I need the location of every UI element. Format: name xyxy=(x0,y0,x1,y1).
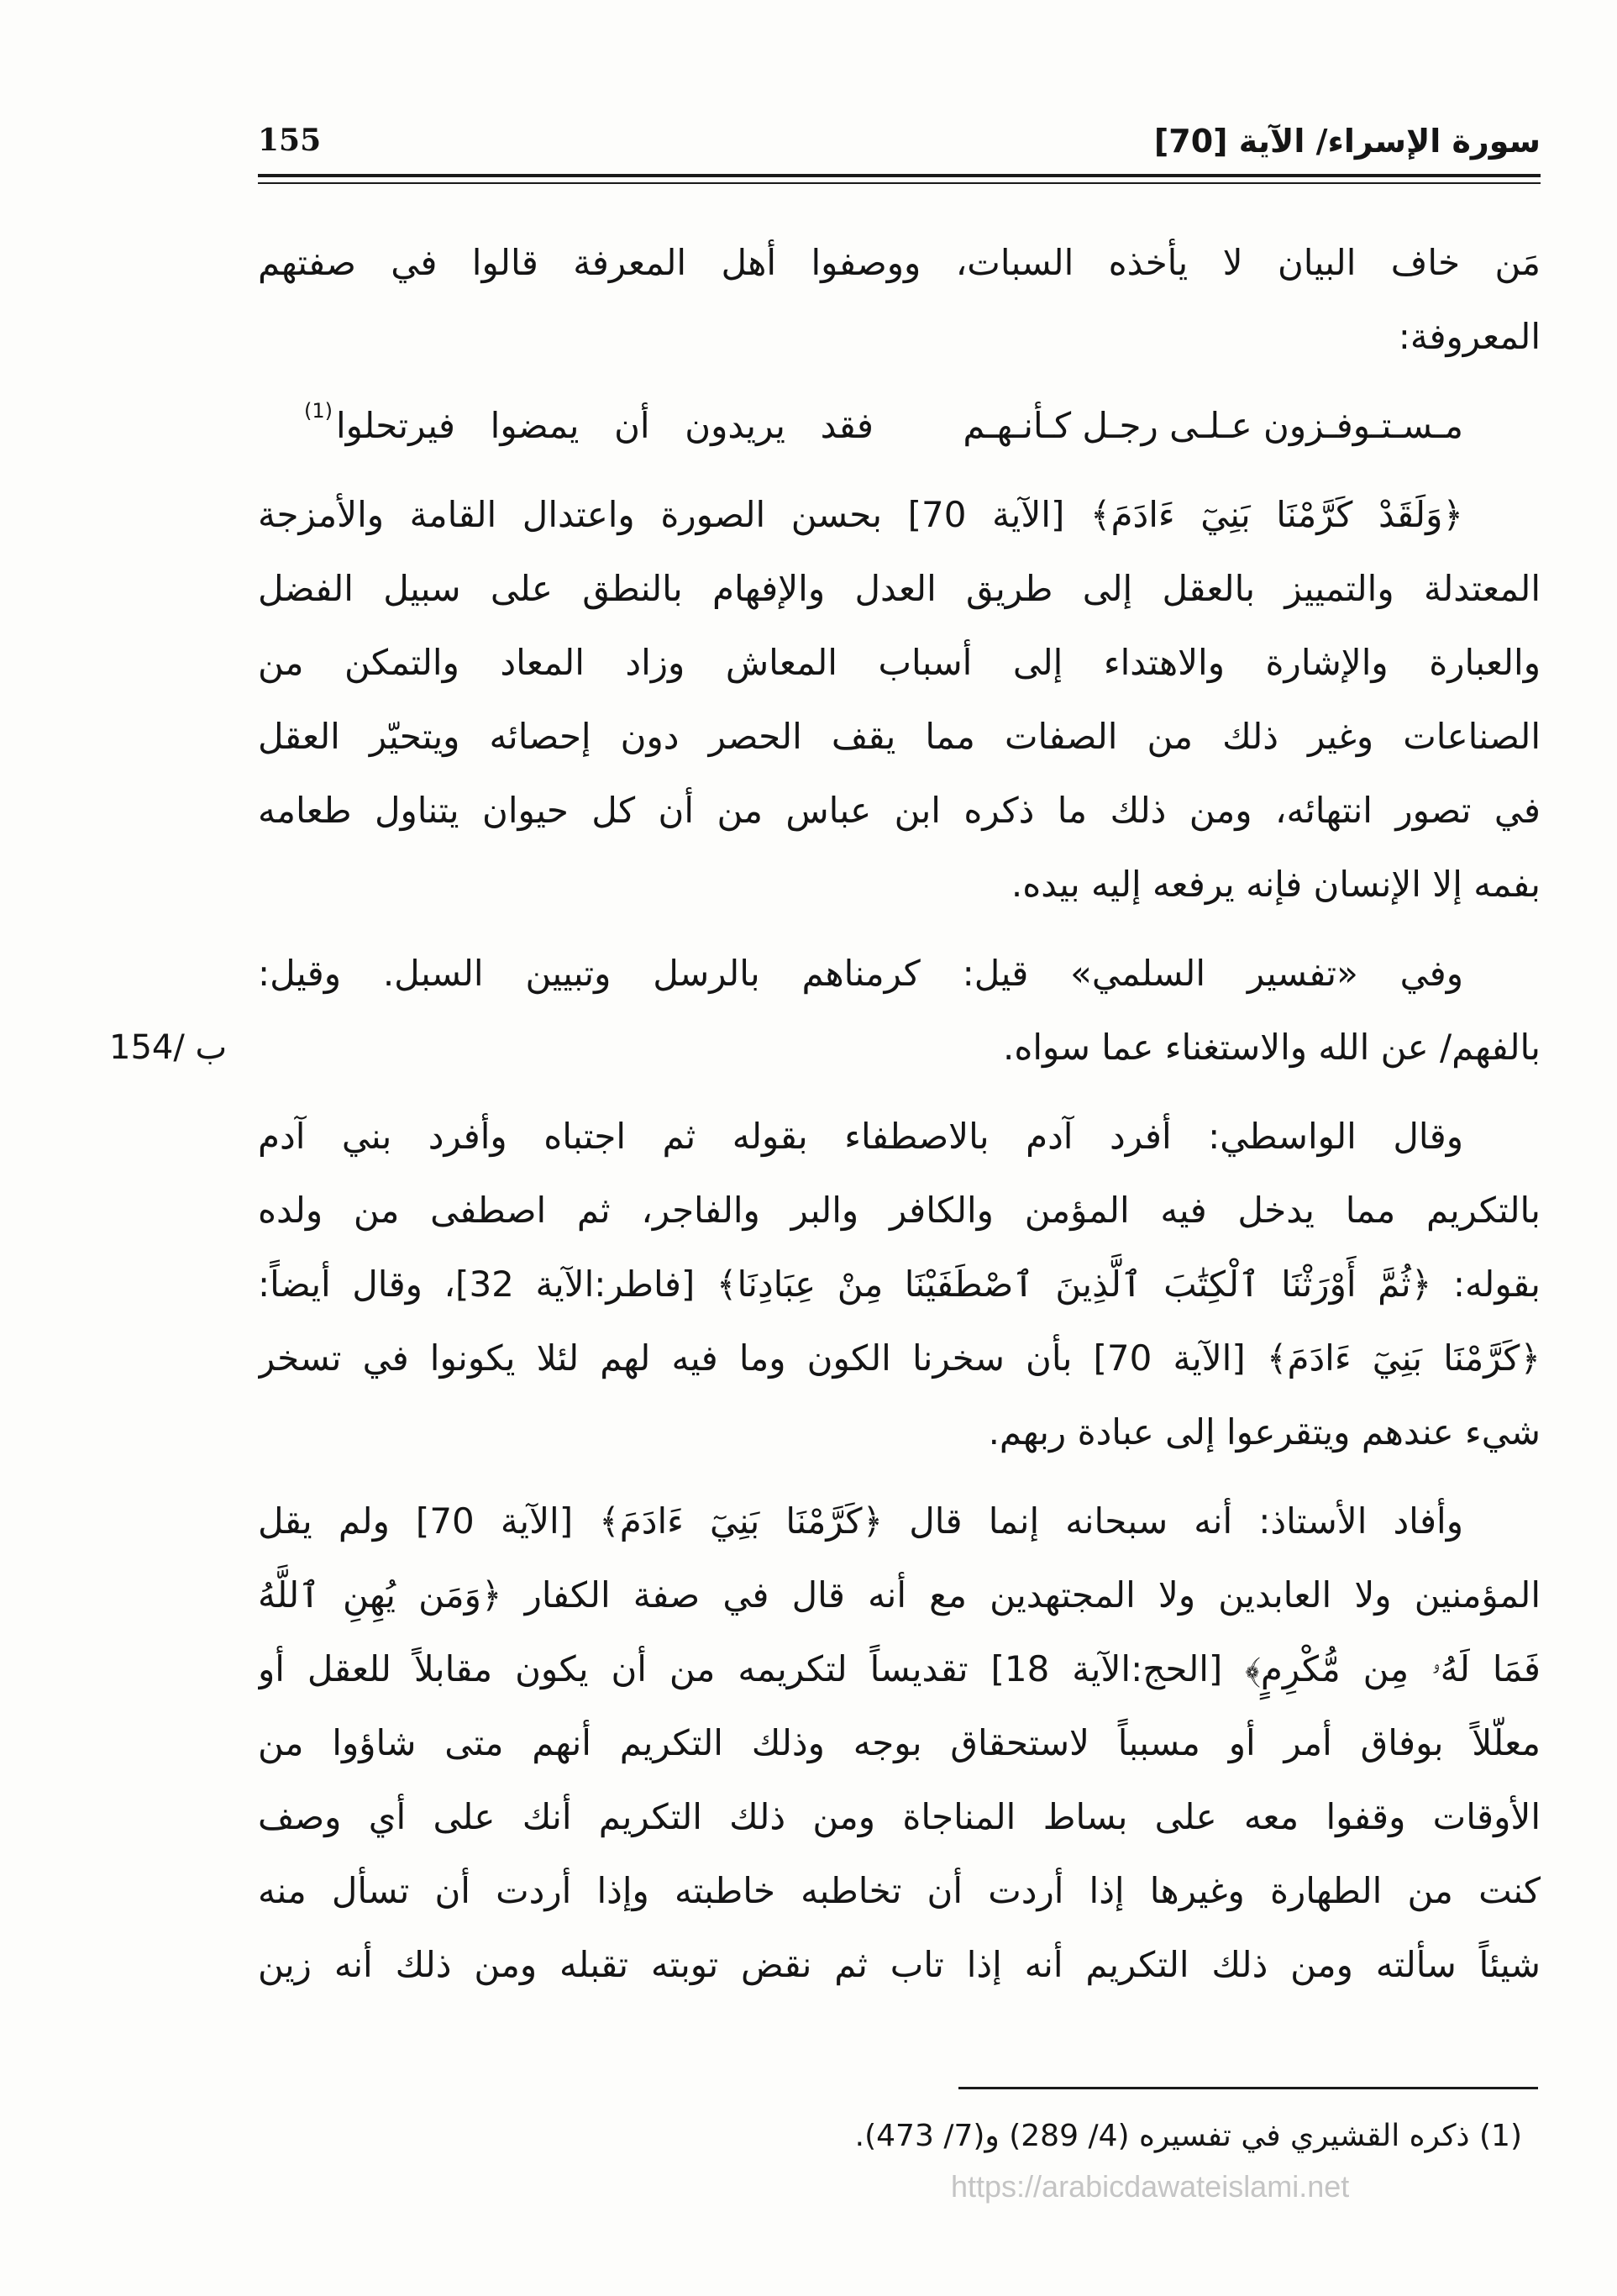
website-watermark: https://arabicdawateislami.net xyxy=(951,2169,1350,2204)
body-line: والعبارة والإشارة والاهتداء إلى أسباب المعاش وزاد المعاد والتمكن من xyxy=(258,642,1541,683)
body-line: ﴿كَرَّمْنَا بَنِيٓ ءَادَمَ﴾ [الآية 70] بأن سخرنا الكون وما فيه لهم لئلا يكونوا في تسخر xyxy=(258,1337,1541,1379)
body-line: بفمه إلا الإنسان فإنه يرفعه إليه بيده. xyxy=(1011,864,1541,905)
paragraph xyxy=(258,226,1541,374)
body-line: وقال الواسطي: أفرد آدم بالاصطفاء بقوله ثم اجتباه وأفرد بني آدم xyxy=(258,1116,1463,1157)
paragraph xyxy=(258,478,1541,922)
body-line: كنت من الطهارة وغيرها إذا أردت أن تخاطبه خاطبته وإذا أردت أن تسأل منه xyxy=(258,1870,1541,1911)
header-rule-thick xyxy=(258,174,1541,177)
running-header xyxy=(258,118,1541,171)
main-text xyxy=(109,226,1541,2002)
body-line: الأوقات وقفوا معه على بساط المناجاة ومن ذلك التكريم أنك على أي وصف xyxy=(258,1796,1541,1837)
body-line: شيئاً سألته ومن ذلك التكريم أنه إذا تاب ثم نقض توبته تقبله ومن ذلك أنه زين xyxy=(258,1944,1541,1985)
body-line: المؤمنين ولا العابدين ولا المجتهدين مع أنه قال في صفة الكفار ﴿وَمَن يُهِنِ ٱللَّهُ xyxy=(258,1574,1541,1616)
paragraph xyxy=(258,1484,1541,2002)
page-number: 155 xyxy=(258,123,322,158)
poem-verse xyxy=(258,389,1541,463)
poem-hemistich-2: فقد يريدون أن يمضوا فيرتحلوا xyxy=(336,405,874,446)
paragraph xyxy=(109,937,1541,1085)
manuscript-folio-note: 154/ ب xyxy=(109,1028,228,1067)
body-line: فَمَا لَهُۥ مِن مُّكْرِمٍ﴾ [الحج:الآية 18] تقديساً لتكريمه من أن يكون مقابلاً للعقل أو xyxy=(258,1648,1541,1689)
body-line: معلّلاً بوفاق أمر أو مسبباً لاستحقاق بوجه وذلك التكريم أنهم متى شاؤوا من xyxy=(258,1722,1541,1763)
body-line: الصناعات وغير ذلك من الصفات مما يقف الحصر دون إحصائه ويتحيّر العقل xyxy=(258,716,1541,757)
body-line: بالتكريم مما يدخل فيه المؤمن والكافر والبر والفاجر، ثم اصطفى من ولده xyxy=(258,1190,1541,1231)
body-line: في تصور انتهائه، ومن ذلك ما ذكره ابن عباس من أن كل حيوان يتناول طعامه xyxy=(258,790,1541,831)
surah-title: سورة الإسراء/ الآية [70] xyxy=(1153,123,1541,160)
header-rule-thin xyxy=(258,182,1541,184)
paragraph xyxy=(258,1100,1541,1469)
footnote: (1) ذكره القشيري في تفسيره (4/ 289) و(7/ 473). xyxy=(854,2119,1522,2153)
body-line: وفي «تفسير السلمي» قيل: كرمناهم بالرسل وتبيين السبل. وقيل: xyxy=(258,953,1463,994)
body-line: مَن خاف البيان لا يأخذه السبات، ووصفوا أهل المعرفة قالوا في صفتهم xyxy=(258,242,1541,283)
body-line: شيء عندهم ويتقرعوا إلى عبادة ربهم. xyxy=(988,1411,1541,1453)
body-line: وأفاد الأستاذ: أنه سبحانه إنما قال ﴿كَرَّمْنَا بَنِيٓ ءَادَمَ﴾ [الآية 70] ولم يقل xyxy=(258,1500,1463,1542)
body-line: المعروفة: xyxy=(1398,316,1541,357)
body-line: بقوله: ﴿ثُمَّ أَوْرَثْنَا ٱلْكِتَٰبَ ٱلَّذِينَ ٱصْطَفَيْنَا مِنْ عِبَادِنَا﴾ [فاطر:الآية 32]، وقال أيضاً: xyxy=(258,1264,1541,1305)
body-line: بالفهم/ عن الله والاستغناء عما سواه. 154/ ب xyxy=(258,1011,1541,1085)
body-line: المعتدلة والتمييز بالعقل إلى طريق العدل والإفهام بالنطق على سبيل الفضل xyxy=(258,568,1541,609)
body-line: ﴿وَلَقَدْ كَرَّمْنَا بَنِيٓ ءَادَمَ﴾ [الآية 70] بحسن الصورة واعتدال القامة والأمزجة xyxy=(258,494,1463,535)
poem-hemistich-1: مـسـتـوفـزون عـلـى رجـل كـأنـهـم xyxy=(963,405,1463,446)
footnote-reference: (1) xyxy=(303,399,333,423)
footnote-separator xyxy=(958,2087,1538,2089)
